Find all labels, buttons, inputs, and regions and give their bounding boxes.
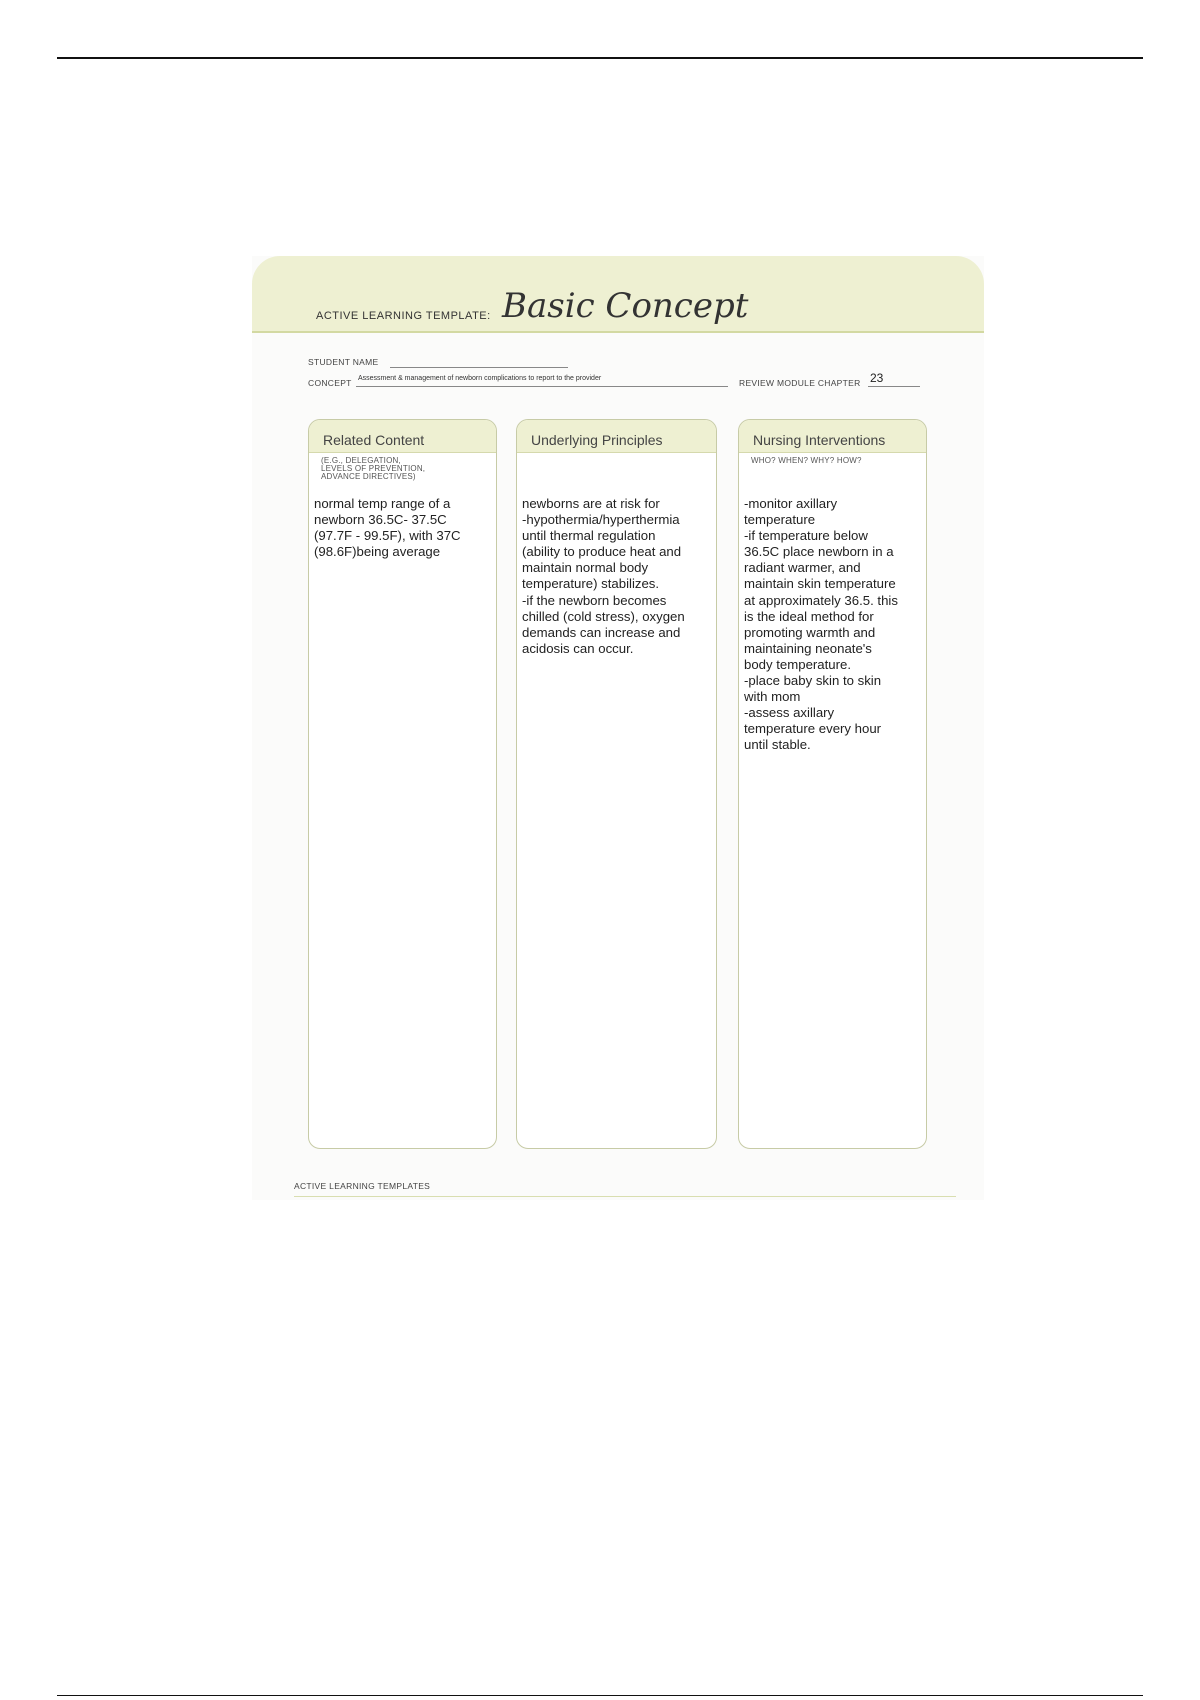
review-module-value: 23 (870, 371, 884, 385)
nursing-interventions-title: Nursing Interventions (753, 432, 886, 448)
underlying-principles-title: Underlying Principles (531, 432, 663, 448)
active-learning-template-form (252, 256, 984, 1200)
template-header (252, 256, 984, 333)
page-top-rule (57, 57, 1143, 59)
underlying-principles-text[interactable]: newborns are at risk for -hypothermia/hyperthermia until thermal regulation (ability to produce heat and maintain normal body temperature) stabilizes. -if the newborn becomes chilled (cold stress), oxygen demands can increase and acidosis can occur. (522, 496, 685, 656)
review-module-label: REVIEW MODULE CHAPTER (739, 378, 861, 388)
template-label: ACTIVE LEARNING TEMPLATE: (316, 310, 491, 322)
nursing-interventions-subtitle: WHO? WHEN? WHY? HOW? (751, 456, 862, 465)
related-content-subtitle: (E.G., DELEGATION, LEVELS OF PREVENTION, ADVANCE DIRECTIVES) (321, 456, 426, 481)
nursing-interventions-text[interactable]: -monitor axillary temperature -if temperature below 36.5C place newborn in a radiant warmer, and maintain skin temperature at approximately 36.5. this is the ideal method for promoting warmth and maintaining neonate's body temperature. -place baby skin to skin with mom -assess axillary temperature every hour until stable. (744, 496, 898, 753)
related-content-box (308, 419, 497, 1149)
review-module-field[interactable] (868, 371, 920, 387)
concept-value: Assessment & management of newborn complications to report to the provider (358, 375, 602, 382)
student-name-label: STUDENT NAME (308, 357, 379, 367)
page-bottom-rule (57, 1695, 1143, 1696)
concept-label: CONCEPT (308, 378, 352, 388)
footer-label: ACTIVE LEARNING TEMPLATES (294, 1181, 431, 1191)
footer-rule (294, 1196, 956, 1197)
student-name-field[interactable] (390, 367, 568, 368)
template-title: Basic Concept (502, 286, 749, 326)
nursing-interventions-box (738, 419, 927, 1149)
related-content-title: Related Content (323, 432, 425, 448)
underlying-principles-box (516, 419, 717, 1149)
concept-field[interactable] (356, 375, 728, 387)
related-content-text[interactable]: normal temp range of a newborn 36.5C- 37.5C (97.7F - 99.5F), with 37C (98.6F)being average (314, 496, 461, 560)
